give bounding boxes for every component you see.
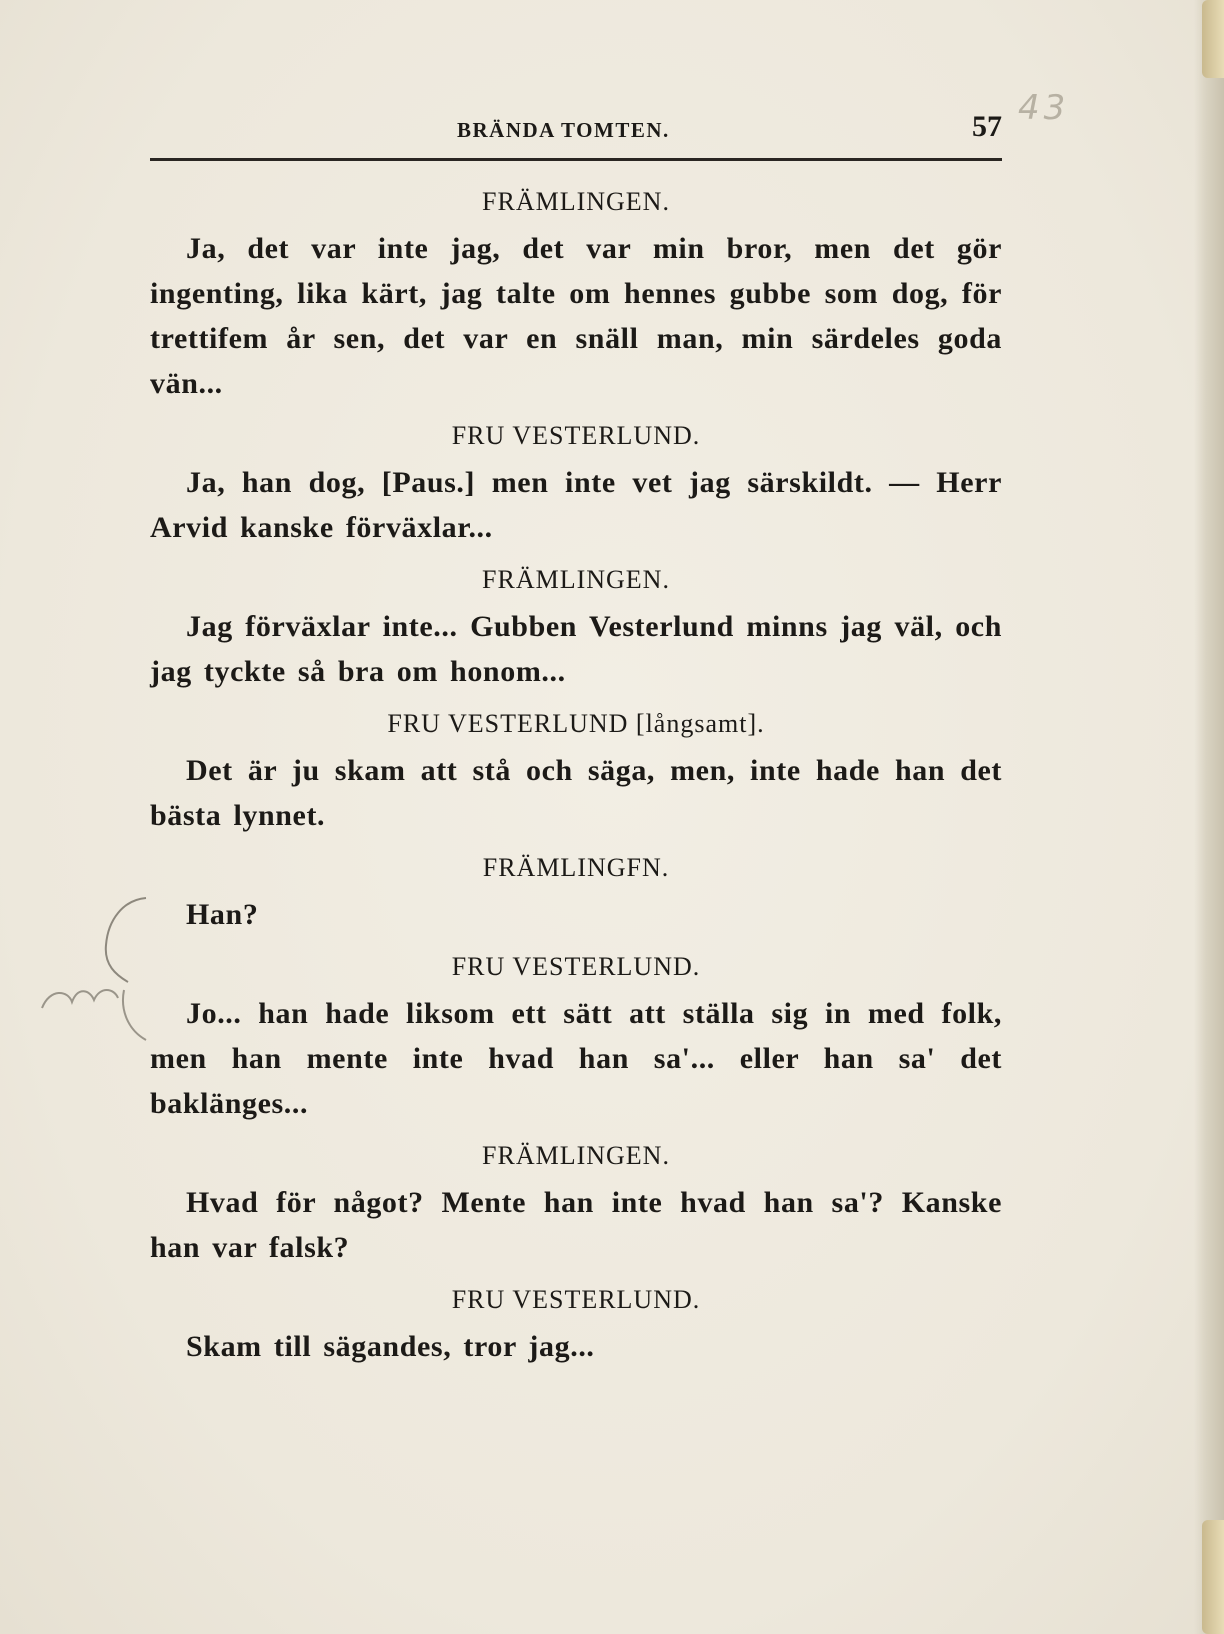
speaker-name: FRÄMLINGEN. — [482, 187, 670, 216]
dialogue-block — [150, 1134, 1002, 1270]
running-title: BRÄNDA TOMTEN. — [457, 118, 670, 142]
dialogue-block — [150, 846, 1002, 937]
speech-text: Skam till sägandes, tror jag... — [186, 1330, 595, 1363]
speaker-name: FRÄMLINGEN. — [482, 565, 670, 594]
page-header — [150, 108, 1002, 148]
speech-text: Jo... han hade liksom ett sätt att ställa sig in med folk, men han mente inte hvad han sa'... eller han sa' det baklänges... — [150, 997, 1002, 1120]
speech-text: Det är ju skam att stå och säga, men, inte hade han det bästa lynnet. — [150, 754, 1002, 832]
binding-tab-bottom — [1202, 1520, 1224, 1634]
dialogue-block — [150, 1278, 1002, 1369]
pencil-page-note: 43 — [1018, 88, 1070, 128]
dialogue-block — [150, 702, 1002, 838]
speaker-name: FRU VESTERLUND [långsamt]. — [387, 709, 765, 738]
page-number: 57 — [972, 110, 1002, 143]
page-edge-shadow — [1194, 0, 1224, 1634]
dialogue-block — [150, 414, 1002, 550]
speaker-name: FRU VESTERLUND. — [451, 421, 701, 450]
dialogue-content — [150, 180, 1002, 1377]
speech-text: Jag förväxlar inte... Gubben Vesterlund minns jag väl, och jag tyckte så bra om honom... — [150, 610, 1002, 688]
speaker-name: FRÄMLINGFN. — [482, 853, 670, 882]
dialogue-block — [150, 180, 1002, 406]
speech-text: Hvad för något? Mente han inte hvad han sa'? Kanske han var falsk? — [150, 1186, 1002, 1264]
pencil-margin-scribble — [28, 890, 158, 1060]
binding-tab-top — [1202, 0, 1224, 78]
speaker-name: FRÄMLINGEN. — [482, 1141, 670, 1170]
dialogue-block — [150, 945, 1002, 1126]
speech-text: Han? — [186, 898, 259, 931]
speaker-name: FRU VESTERLUND. — [451, 952, 701, 981]
speech-text: Ja, det var inte jag, det var min bror, men det gör ingenting, lika kärt, jag talte om hennes gubbe som dog, för trettifem år sen, det var en snäll man, min särdeles goda vän... — [150, 232, 1002, 400]
dialogue-block — [150, 558, 1002, 694]
header-rule — [150, 158, 1002, 161]
speaker-name: FRU VESTERLUND. — [451, 1285, 701, 1314]
speech-text: Ja, han dog, [Paus.] men inte vet jag särskildt. — Herr Arvid kanske förväxlar... — [150, 466, 1002, 544]
